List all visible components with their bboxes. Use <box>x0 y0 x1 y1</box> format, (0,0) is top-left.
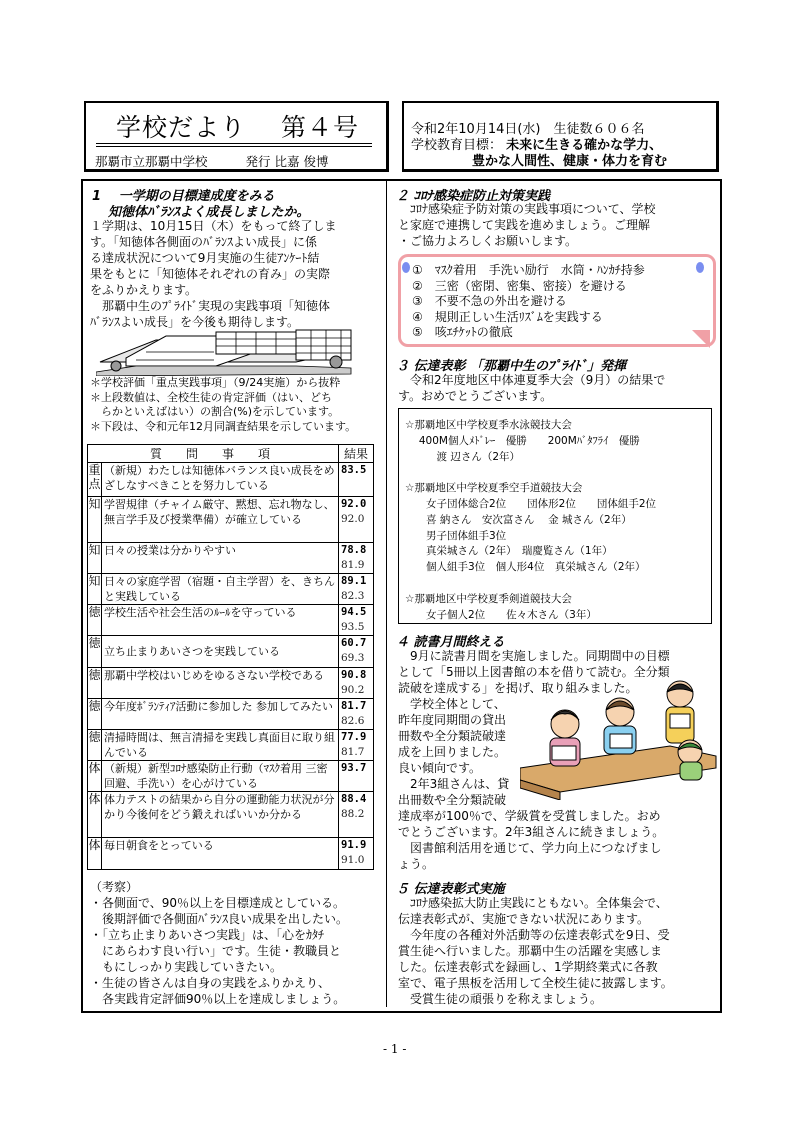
award-line: ☆那覇地区中学校夏季空手道競技大会 <box>405 482 583 495</box>
text-line: 伝達表彰式が、実施できない状況にあります。 <box>398 912 650 926</box>
text-line: 今年度の各種対外活動等の伝達表彰式を9日、受 <box>398 928 670 942</box>
table-row <box>88 463 374 497</box>
note-line: らかといえばはい）の割合(%)を示しています。 <box>90 405 340 418</box>
reflection-block <box>90 879 348 1007</box>
table-row <box>88 761 374 792</box>
text-line: と家庭で連携して実践を進めましょう。ご理解 <box>398 218 651 232</box>
text-line: にあらわす良い行い」です。生徒・教職員と <box>90 944 342 958</box>
result-current: 90.8 <box>341 669 367 681</box>
award-line: 400M個人ﾒﾄﾞﾚｰ 優勝 200Mﾊﾞﾀﾌﾗｲ 優勝 <box>405 434 640 447</box>
text-line: 果をもとに「知徳体それぞれの育み」の実際 <box>90 267 331 281</box>
result-current: 78.8 <box>341 544 367 556</box>
text-line: ・「立ち止まりあいさつ実践」は、「心をｶﾀﾁ <box>90 928 325 942</box>
table-row <box>88 605 374 636</box>
award-line: 女子個人2位 佐々木さん（3年） <box>405 608 597 621</box>
row-result <box>339 636 374 668</box>
text-line: す。おめでとうございます。 <box>398 389 553 403</box>
goal-label: 学校教育目標： <box>411 138 503 153</box>
row-question: （新規）新型ｺﾛﾅ感染防止行動（ﾏｽｸ着用 三密回避、手洗い）を心がけている <box>102 761 339 792</box>
awards-list <box>405 418 656 623</box>
award-line: 渡 辺さん（2年） <box>405 450 521 463</box>
note-line: ＊上段数値は、全校生徒の肯定評価（はい、どち <box>90 390 332 404</box>
section1-notes <box>90 376 356 434</box>
row-category: 体 <box>88 792 102 838</box>
row-category: 徳 <box>88 699 102 730</box>
school-name: 那覇市立那覇中学校 <box>95 154 208 169</box>
text-line: ・各側面で、90％以上を目標達成としている。 <box>90 896 346 910</box>
result-current: 93.7 <box>341 762 367 774</box>
row-result <box>339 730 374 761</box>
text-line: 昨年度同期間の貸出 <box>398 713 507 727</box>
table-row <box>88 636 374 668</box>
list-item: ② 三密（密閉、密集、密接）を避ける <box>412 278 627 293</box>
award-line: ☆那覇地区中学校夏季剣道競技大会 <box>405 592 572 605</box>
text-line: す。「知徳体各側面のﾊﾞﾗﾝｽよい成長」に係 <box>90 235 318 249</box>
table-row <box>88 668 374 699</box>
section5-heading: ５ 伝達表彰式実施 <box>396 882 505 897</box>
result-previous: 88.2 <box>341 808 365 820</box>
row-result <box>339 497 374 543</box>
text-line: 令和2年度地区中体連夏季大会（9月）の結果で <box>398 373 666 387</box>
row-category: 知 <box>88 574 102 605</box>
row-result <box>339 761 374 792</box>
row-category: 体 <box>88 761 102 792</box>
table-row <box>88 497 374 543</box>
text-line: 受賞生徒の頑張りを称えましょう。 <box>398 992 603 1006</box>
row-result <box>339 838 374 870</box>
result-current: 60.7 <box>341 637 367 649</box>
table-row <box>88 792 374 838</box>
result-current: 92.0 <box>341 498 367 510</box>
list-item: ⑤ 咳ｴﾁｹｯﾄの徹底 <box>412 325 513 339</box>
text-line: 図書館利活用を通じて、学力向上につなげまし <box>398 841 662 855</box>
table-row <box>88 574 374 605</box>
text-line: として「5冊以上図書館の本を借りて読む。全分類 <box>398 665 670 679</box>
list-item: ③ 不要不急の外出を避ける <box>412 294 567 308</box>
header-item: 質 問 事 項 <box>88 445 339 463</box>
goal-text-1: 未来に生きる確かな学力、 <box>506 138 663 153</box>
award-line: 女子団体総合2位 団体形2位 団体組手2位 <box>405 497 657 510</box>
text-line: 後期評価で各側面ﾊﾞﾗﾝｽ良い成果を出したい。 <box>90 912 349 926</box>
section1-body <box>90 218 337 330</box>
result-current: 91.9 <box>341 839 367 851</box>
row-question: 那覇中学校はいじめをゆるさない学校である <box>102 668 339 699</box>
result-previous: 81.9 <box>341 559 365 571</box>
text-line: した。伝達表彰式を録画し、1学期終業式に各教 <box>398 960 658 974</box>
section3-heading: ３ 伝達表彰 「那覇中生のﾌﾟﾗｲﾄﾞ」発揮 <box>396 359 627 374</box>
table-header-row <box>88 445 374 463</box>
table-row <box>88 838 374 870</box>
award-line: ☆那覇地区中学校夏季水泳競技大会 <box>405 419 572 431</box>
table-row <box>88 699 374 730</box>
row-question: 日々の授業は分かりやすい <box>102 543 339 574</box>
text-line: 9月に読書月間を実施しました。同期間中の目標 <box>398 649 670 663</box>
section3-body <box>398 372 665 404</box>
row-result <box>339 543 374 574</box>
row-question: 日々の家庭学習（宿題・自主学習）を、きちんと実践している <box>102 574 339 605</box>
text-line: 2年3組さんは、貸 <box>398 777 510 791</box>
text-line: 成を上回りました。 <box>398 745 507 759</box>
covid-measures-list <box>412 263 645 341</box>
row-result <box>339 574 374 605</box>
row-category: 知 <box>88 543 102 574</box>
row-question: （新規）わたしは知徳体バランス良い成長をめざしなすべきことを努力している <box>102 463 339 497</box>
text-line: ﾊﾞﾗﾝｽよい成長」を今後も期待します。 <box>90 315 300 329</box>
result-previous: 90.2 <box>341 684 365 696</box>
row-result <box>339 605 374 636</box>
bubble-tail <box>692 330 710 348</box>
row-result <box>339 699 374 730</box>
row-category: 知 <box>88 497 102 543</box>
school-building-illustration <box>96 322 358 376</box>
text-line: 良い傾向です。 <box>398 761 482 775</box>
text-line: ょう。 <box>398 857 435 871</box>
text-line: 学校全体として、 <box>398 697 506 711</box>
result-current: 81.7 <box>341 700 367 712</box>
award-line <box>405 465 656 481</box>
table-row <box>88 730 374 761</box>
text-line: をふりかえります。 <box>90 283 198 297</box>
row-category: 体 <box>88 838 102 870</box>
result-previous: 69.3 <box>341 652 365 664</box>
text-line: でとうございます。2年3組さんに続きましょう。 <box>398 825 665 839</box>
text-line: （考察） <box>90 880 139 894</box>
section1-heading: 1 一学期の目標達成度をみる <box>92 189 275 204</box>
header-result: 結果 <box>339 445 374 463</box>
row-question: 毎日朝食をとっている <box>102 838 339 870</box>
goal-text-2: 豊かな人間性、健康・体力を育む <box>472 154 668 169</box>
row-question: 体力テストの結果から自分の運動能力状況が分かり今後何をどう鍛えればいいか分かる <box>102 792 339 838</box>
title-rule <box>96 146 372 147</box>
result-current: 83.5 <box>341 464 367 476</box>
text-line: もにしっかり実践していきたい。 <box>90 960 283 974</box>
result-previous: 81.7 <box>341 746 365 758</box>
result-current: 89.1 <box>341 575 367 587</box>
newsletter-title: 学校だより 第４号 <box>116 113 359 142</box>
row-category: 徳 <box>88 636 102 668</box>
row-question: 今年度ﾎﾞﾗﾝﾃｨｱ活動に参加した 参加してみたい <box>102 699 339 730</box>
row-question: 学校生活や社会生活のﾙｰﾙを守っている <box>102 605 339 636</box>
result-previous: 92.0 <box>341 513 365 525</box>
text-line: 各実践肯定評価90％以上を達成しましょう。 <box>90 992 346 1006</box>
row-category: 徳 <box>88 605 102 636</box>
list-item: ④ 規則正しい生活ﾘｽﾞﾑを実践する <box>412 309 603 324</box>
row-category: 徳 <box>88 730 102 761</box>
row-question: 立ち止まりあいさつを実践している <box>102 636 339 668</box>
text-line: １学期は、10月15日（木）をもって終了しま <box>90 219 337 233</box>
result-previous: 93.5 <box>341 621 365 633</box>
text-line: 賞生徒へ行いました。那覇中生の活躍を実感しま <box>398 944 663 958</box>
reading-children-illustration <box>520 676 718 800</box>
text-line: ｺﾛﾅ感染症予防対策の実践事項について、学校 <box>398 202 656 216</box>
text-line: 読破を達成する」を掲げ、取り組みました。 <box>398 681 638 695</box>
text-line: る達成状況について9月実施の生徒ｱﾝｹｰﾄ結 <box>90 251 320 265</box>
row-result <box>339 668 374 699</box>
school-publisher <box>95 152 328 170</box>
section2-body <box>398 201 656 249</box>
text-line: ・ご協力よろしくお願いします。 <box>398 234 578 248</box>
result-current: 94.5 <box>341 606 367 618</box>
survey-table <box>87 444 374 870</box>
section2-heading: ２ ｺﾛﾅ感染症防止対策実践 <box>396 189 551 204</box>
section1-subheading: 知徳体ﾊﾞﾗﾝｽよく成長しましたか。 <box>108 205 310 220</box>
result-current: 77.9 <box>341 731 367 743</box>
award-line: 個人組手3位 個人形4位 真栄城さん（2年） <box>405 561 646 574</box>
award-line: 喜 納さん 安次富さん 金 城さん（2年） <box>405 513 632 526</box>
award-line: 真栄城さん（2年） 瑞慶覧さん（1年） <box>405 545 613 558</box>
row-category: 徳 <box>88 668 102 699</box>
row-result <box>339 792 374 838</box>
row-result <box>339 463 374 497</box>
note-line: ＊下段は、令和元年12月同調査結果を示しています。 <box>90 419 357 433</box>
text-line: 那覇中生のﾌﾟﾗｲﾄﾞ実現の実践事項「知徳体 <box>90 299 331 313</box>
bubble-dot <box>402 262 410 273</box>
text-line: 達成率が100％で、学級賞を受賞しました。おめ <box>398 809 661 823</box>
table-row <box>88 543 374 574</box>
result-previous: 82.3 <box>341 590 365 602</box>
row-category: 重 点 <box>88 463 102 497</box>
bubble-dot <box>696 262 704 273</box>
date-line: 令和2年10月14日(水) 生徒数６０６名 <box>411 122 645 137</box>
page-number: - 1 - <box>383 1042 407 1056</box>
title-rule <box>96 143 372 144</box>
row-question: 学習規律（チャイム厳守、黙想、忘れ物なし、無言学手及び授業準備）が確立している <box>102 497 339 543</box>
list-item: ① ﾏｽｸ着用 手洗い励行 水筒・ﾊﾝｶﾁ持参 <box>412 263 645 277</box>
publisher: 発行 比嘉 俊博 <box>245 154 329 169</box>
award-line: 男子団体組手3位 <box>405 529 507 542</box>
result-previous: 82.6 <box>341 715 365 727</box>
section4-heading: ４ 読書月間終える <box>396 635 505 650</box>
result-previous: 91.0 <box>341 854 365 866</box>
row-question: 清掃時間は、無言清掃を実践し真面目に取り組んでいる <box>102 730 339 761</box>
text-line: 室で、電子黒板を活用して全校生徒に披露します。 <box>398 976 673 990</box>
section5-body <box>398 895 673 1007</box>
note-line: ＊学校評価「重点実践事項」（9/24実施）から抜粋 <box>90 376 341 389</box>
text-line: ｺﾛﾅ感染拡大防止実践にともない。全体集会で、 <box>398 896 668 910</box>
text-line: 冊数や全分類読破達 <box>398 729 507 743</box>
column-divider <box>386 181 387 1007</box>
award-line <box>405 576 656 592</box>
text-line: 出冊数や全分類読破 <box>398 793 507 807</box>
result-current: 88.4 <box>341 793 367 805</box>
text-line: ・生徒の皆さんは自身の実践をふりかえり、 <box>90 976 331 990</box>
